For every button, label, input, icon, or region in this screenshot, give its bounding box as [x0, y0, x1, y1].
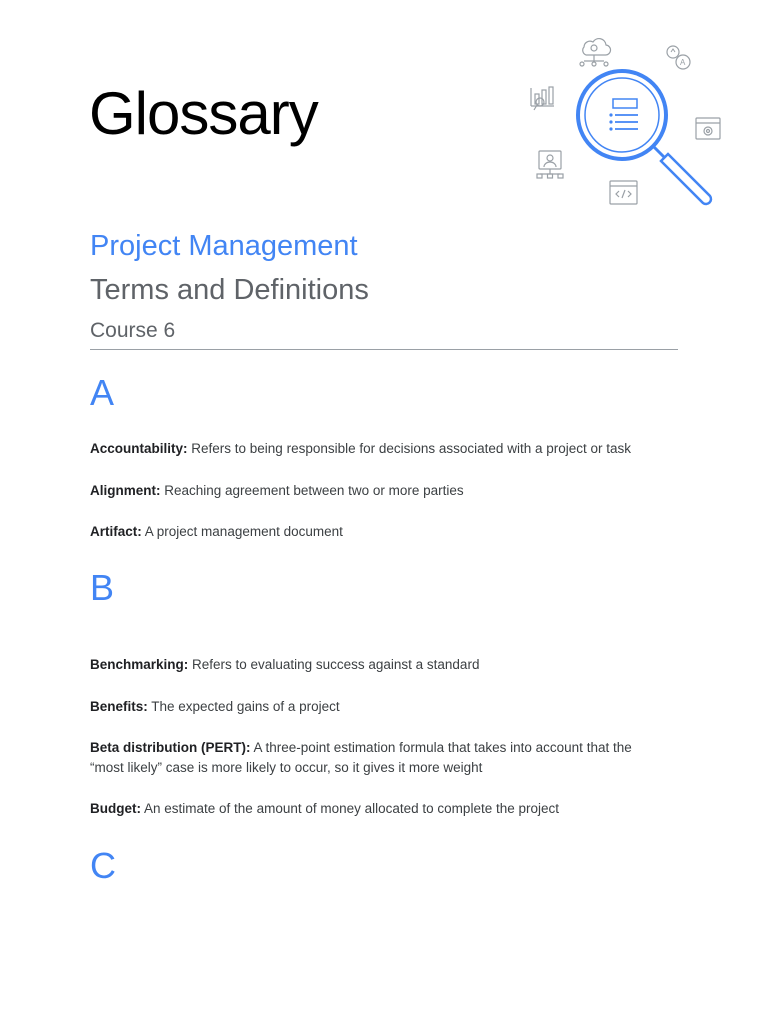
chat-translate-icon: [667, 46, 690, 69]
glossary-term: Alignment:: [90, 483, 161, 498]
glossary-term: Benefits:: [90, 699, 148, 714]
section-letter-a: A: [90, 372, 115, 413]
glossary-term: Beta distribution (PERT):: [90, 740, 251, 755]
document-type-title: Terms and Definitions: [90, 274, 369, 306]
glossary-definition: Reaching agreement between two or more parties: [160, 483, 464, 498]
glossary-entry: [90, 655, 690, 675]
glossary-definition: The expected gains of a project: [147, 699, 340, 714]
glossary-term: Artifact:: [90, 524, 142, 539]
glossary-term: Budget:: [90, 801, 141, 816]
glossary-entry: [90, 738, 665, 778]
glossary-definition: Refers to being responsible for decisions associated with a project or task: [187, 441, 631, 456]
glossary-term: Accountability:: [90, 441, 188, 456]
course-area-title: Project Management: [90, 230, 358, 262]
section-letter-c: C: [90, 845, 116, 886]
glossary-definition: Refers to evaluating success against a standard: [188, 657, 480, 672]
code-window-icon: [610, 181, 637, 204]
course-label: Course 6: [90, 319, 176, 342]
cloud-network-icon: [580, 39, 611, 66]
glossary-entry: [90, 522, 690, 542]
user-hierarchy-icon: [537, 151, 563, 178]
badge-letter: A: [680, 58, 686, 67]
section-letter-b: B: [90, 567, 115, 608]
glossary-entry: [90, 697, 690, 717]
header-divider: [90, 349, 678, 350]
settings-window-icon: [696, 118, 720, 139]
glossary-entry: [90, 439, 690, 459]
hero-illustration: [522, 28, 732, 214]
glossary-entry: [90, 481, 690, 501]
glossary-definition: An estimate of the amount of money allocated to complete the project: [141, 801, 559, 816]
glossary-entry: [90, 799, 690, 819]
glossary-definition: A three-point estimation formula that takes into account that the “most likely” case is more likely to occur, so it gives it more weight: [90, 740, 632, 775]
page-title: Glossary: [89, 80, 318, 147]
glossary-definition: A project management document: [141, 524, 343, 539]
glossary-term: Benchmarking:: [90, 657, 189, 672]
magnifier-icon: [578, 71, 711, 204]
chart-search-icon: [531, 87, 554, 110]
